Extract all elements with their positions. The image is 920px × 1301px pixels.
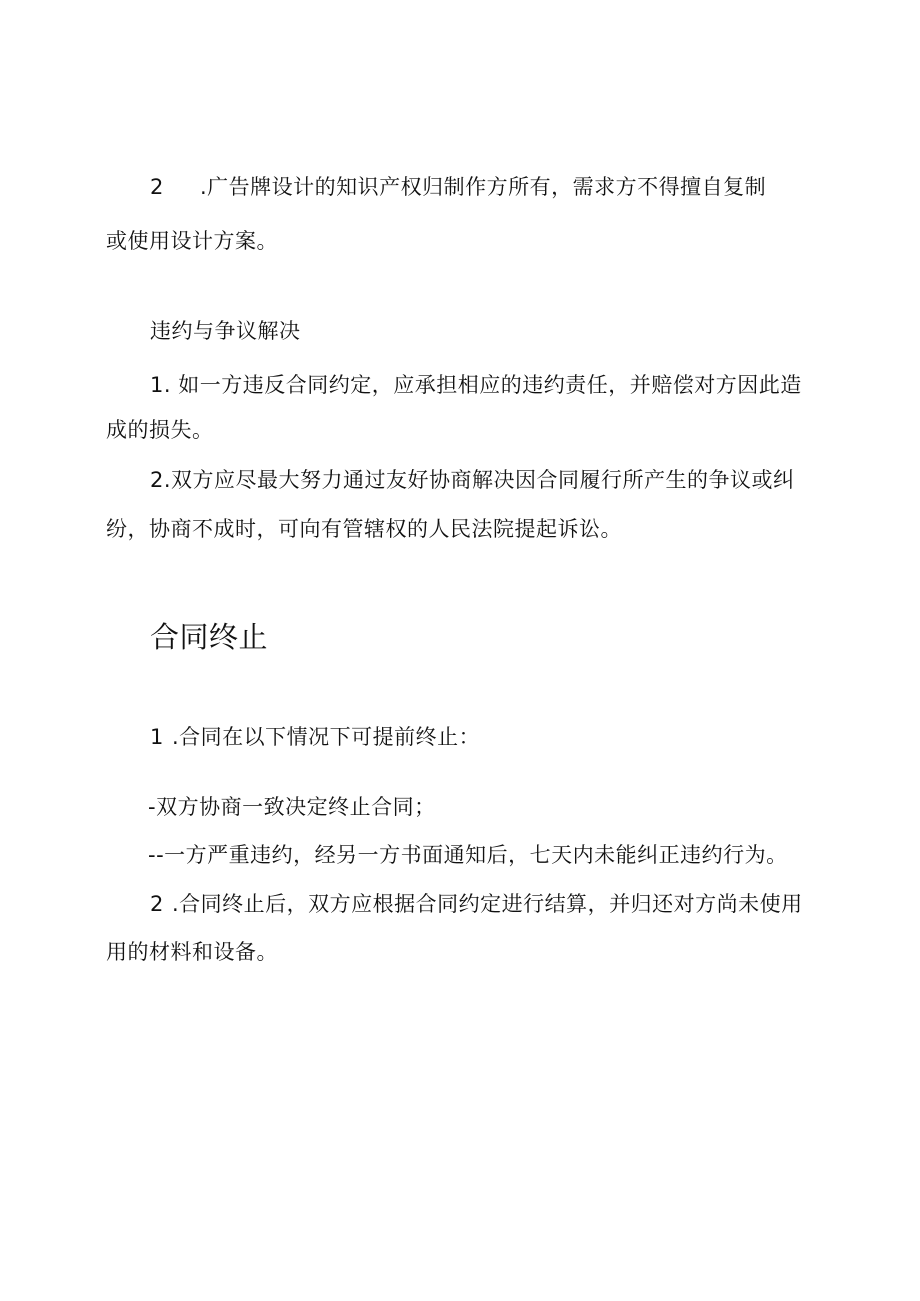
termination-bullet1: -双方协商一致决定终止合同；	[148, 795, 436, 819]
section-title-breach: 违约与争议解决	[150, 319, 301, 343]
ip-clause-line2: 或使用设计方案。	[106, 229, 278, 253]
termination-item2-number: 2	[150, 892, 164, 916]
ip-clause-line1	[150, 172, 766, 202]
termination-item2-text: .合同终止后，双方应根据合同约定进行结算，并归还对方尚未使用	[172, 892, 803, 916]
termination-item2-line1	[150, 889, 803, 919]
ip-clause-number: 2	[150, 175, 164, 199]
ip-clause-text: .广告牌设计的知识产权归制作方所有，需求方不得擅自复制	[200, 175, 767, 199]
termination-item1-number: 1	[150, 725, 164, 749]
termination-item1-text: .合同在以下情况下可提前终止：	[172, 725, 481, 749]
breach-item1-line1: 1. 如一方违反合同约定，应承担相应的违约责任，并赔偿对方因此造	[150, 373, 802, 397]
breach-item1-line2: 成的损失。	[106, 418, 214, 442]
section-heading-termination: 合同终止	[150, 620, 269, 654]
breach-item2-line1: 2.双方应尽最大努力通过友好协商解决因合同履行所产生的争议或纠	[150, 468, 795, 492]
termination-bullet2: --一方严重违约，经另一方书面通知后，七天内未能纠正违约行为。	[148, 843, 788, 867]
termination-item2-line2: 用的材料和设备。	[106, 940, 278, 964]
breach-item2-line2: 纷，协商不成时，可向有管辖权的人民法院提起诉讼。	[106, 517, 622, 541]
termination-item1	[150, 722, 480, 752]
